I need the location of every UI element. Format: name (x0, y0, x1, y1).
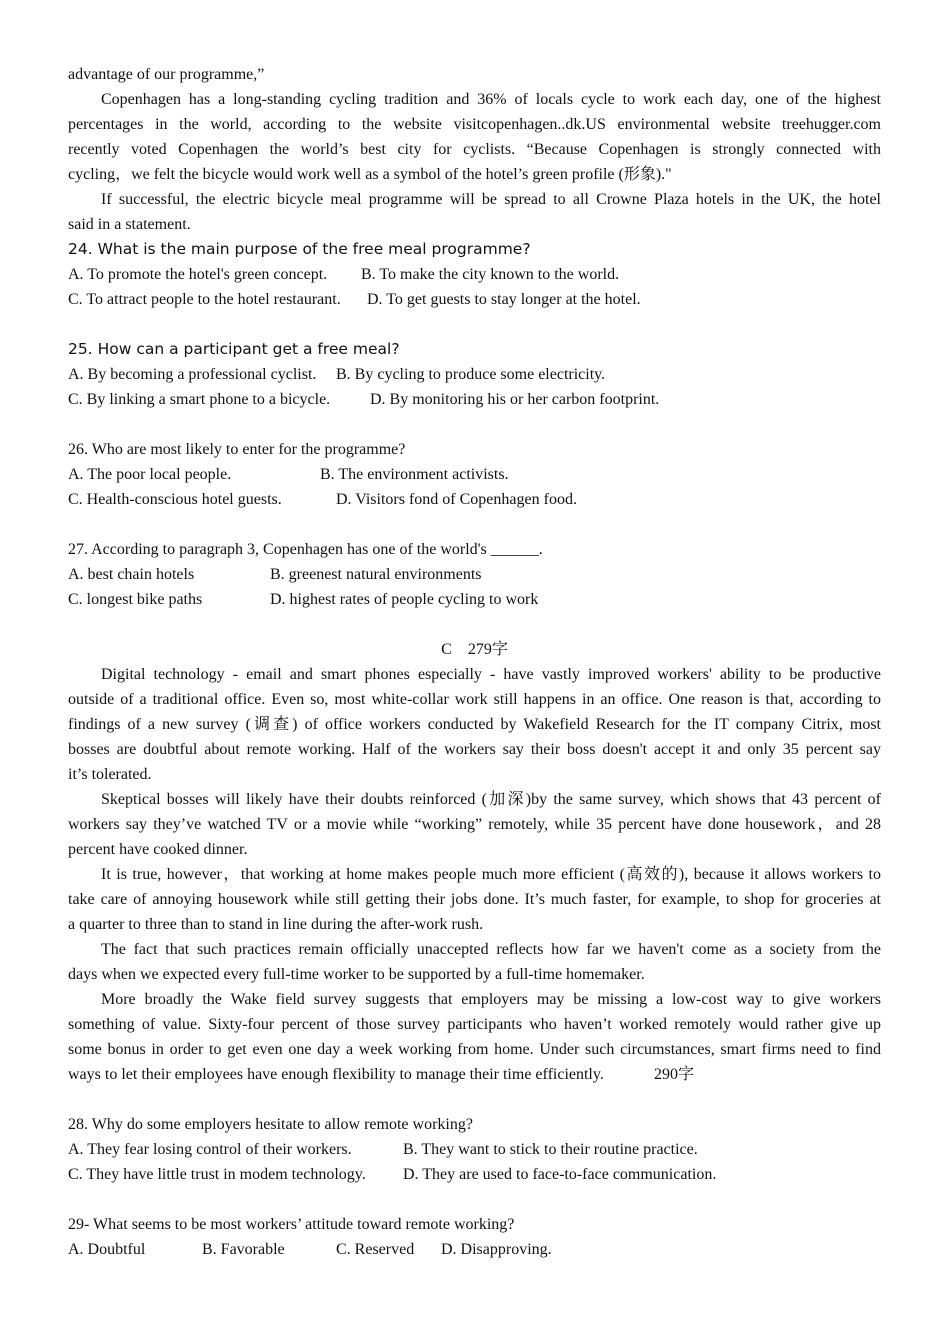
option-a: A. The poor local people. (68, 466, 232, 483)
option-d: D. highest rates of people cycling to work (270, 591, 539, 608)
option-d: D. Disapproving. (441, 1241, 552, 1258)
option-d: D. By monitoring his or her carbon footprint. (370, 391, 660, 408)
option-b: B. They want to stick to their routine practice. (403, 1141, 698, 1158)
paragraph-line: bosses are doubtful about remote working. Half of the workers say their boss doesn't accept it and only 35 percent say (68, 741, 881, 758)
question-26-stem: 26. Who are most likely to enter for the programme? (68, 441, 406, 458)
word-count: 290字 (654, 1066, 695, 1083)
paragraph-line: take care of annoying housework while still getting their jobs done. It’s much faster, for example, to shop for groceries at (68, 891, 881, 908)
option-b: B. The environment activists. (320, 466, 509, 483)
question-29-stem: 29- What seems to be most workers’ attitude toward remote working? (68, 1216, 515, 1233)
option-c: C. longest bike paths (68, 591, 203, 608)
option-c: C. To attract people to the hotel restaurant. (68, 291, 341, 308)
paragraph-line: a quarter to three than to stand in line during the after-work rush. (68, 916, 484, 933)
paragraph-line: recently voted Copenhagen the world’s best city for cyclists. “Because Copenhagen is strongly connected with (68, 141, 881, 158)
option-a: A. They fear losing control of their workers. (68, 1141, 352, 1158)
paragraph-line: days when we expected every full-time worker to be supported by a full-time homemaker. (68, 966, 645, 983)
paragraph-line: findings of a new survey (调查) of office workers conducted by Wakefield Research for the IT company Citrix, most (68, 716, 881, 733)
paragraph-line: percentages in the world, according to the website visitcopenhagen..dk.US environmental website treehugger.com (68, 116, 881, 133)
paragraph-line: Copenhagen has a long-standing cycling tradition and 36% of locals cycle to work each day, one of the highest (101, 91, 881, 108)
option-c: C. By linking a smart phone to a bicycle. (68, 391, 331, 408)
option-c: C. They have little trust in modem technology. (68, 1166, 366, 1183)
option-b: B. greenest natural environments (270, 566, 482, 583)
paragraph-line: something of value. Sixty-four percent of those survey participants who haven’t worked remotely would rather give up (68, 1016, 881, 1033)
paragraph-line: The fact that such practices remain officially unaccepted reflects how far we haven't come as a society from the (101, 941, 881, 958)
option-c: C. Reserved (336, 1241, 415, 1258)
option-d: D. Visitors fond of Copenhagen food. (336, 491, 577, 508)
paragraph-line: More broadly the Wake field survey suggests that employers may be missing a low-cost way to give workers (101, 991, 881, 1008)
document-page (68, 62, 881, 1262)
option-b: B. By cycling to produce some electricity. (336, 366, 606, 383)
paragraph-line: advantage of our programme,” (68, 66, 265, 83)
option-d: D. To get guests to stay longer at the hotel. (367, 291, 641, 308)
paragraph-line: cycling，we felt the bicycle would work well as a symbol of the hotel’s green profile (形象)." (68, 166, 672, 183)
paragraph-line: some bonus in order to get even one day a week working from home. Under such circumstances, smart firms need to find (68, 1041, 881, 1058)
question-28-stem: 28. Why do some employers hesitate to allow remote working? (68, 1116, 473, 1133)
option-b: B. To make the city known to the world. (361, 266, 620, 283)
option-c: C. Health-conscious hotel guests. (68, 491, 282, 508)
option-a: A. best chain hotels (68, 566, 195, 583)
question-24-stem: 24. What is the main purpose of the free meal programme? (68, 240, 531, 258)
paragraph-line: outside of a traditional office. Even so, most white-collar work still happens in an office. One reason is that, according to (68, 691, 881, 708)
paragraph-line: ways to let their employees have enough flexibility to manage their time efficiently. (68, 1066, 604, 1083)
question-25-stem: 25. How can a participant get a free meal? (68, 340, 400, 358)
option-a: A. By becoming a professional cyclist. (68, 366, 317, 383)
option-a: A. To promote the hotel's green concept. (68, 266, 328, 283)
paragraph-line: If successful, the electric bicycle meal programme will be spread to all Crowne Plaza hotels in the UK, the hotel (101, 191, 881, 208)
paragraph-line: it’s tolerated. (68, 766, 152, 783)
option-d: D. They are used to face-to-face communication. (403, 1166, 717, 1183)
paragraph-line: Digital technology - email and smart phones especially - have vastly improved workers' ability to be productive (101, 666, 881, 683)
section-heading: C 279字 (441, 641, 508, 658)
option-b: B. Favorable (202, 1241, 285, 1258)
option-a: A. Doubtful (68, 1241, 146, 1258)
question-27-stem: 27. According to paragraph 3, Copenhagen has one of the world's ______. (68, 541, 543, 558)
paragraph-line: workers say they’ve watched TV or a movie while “working” remotely, while 35 percent have done housework，and 28 (68, 816, 881, 833)
paragraph-line: percent have cooked dinner. (68, 841, 248, 858)
paragraph-line: said in a statement. (68, 216, 191, 233)
paragraph-line: It is true, however，that working at home makes people much more efficient (高效的), because it allows workers to (101, 866, 881, 883)
paragraph-line: Skeptical bosses will likely have their doubts reinforced (加深)by the same survey, which shows that 43 percent of (101, 791, 881, 808)
